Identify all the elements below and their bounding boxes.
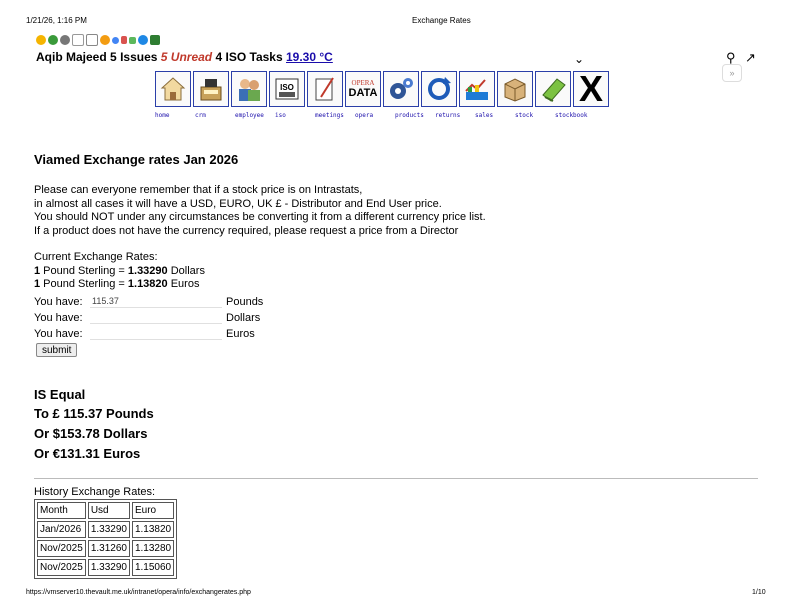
- result-euros: 131.31: [60, 446, 100, 461]
- divider: [34, 478, 758, 479]
- nav-label-returns[interactable]: returns: [435, 112, 461, 119]
- puzzle-icon[interactable]: [129, 37, 136, 44]
- submit-button[interactable]: submit: [36, 343, 77, 357]
- print-url: https://vmserver10.thevault.me.uk/intranet/opera/info/exchangerates.php: [26, 589, 251, 596]
- result-pounds-prefix: To £: [34, 406, 64, 421]
- chrome-icon[interactable]: [112, 37, 119, 44]
- result-euros-prefix: Or €: [34, 446, 61, 461]
- pounds-row: [34, 295, 263, 308]
- nav-home-button[interactable]: [155, 71, 191, 107]
- nav-products-button[interactable]: [383, 71, 419, 107]
- opera-icon-top: OPERA: [351, 79, 375, 87]
- nav-label-employee[interactable]: employee: [235, 112, 264, 119]
- house-icon: [159, 75, 187, 103]
- gears-icon: [387, 75, 415, 103]
- smile-icon[interactable]: [100, 35, 110, 45]
- nav-sales-button[interactable]: [459, 71, 495, 107]
- pounds-label: You have:: [34, 295, 83, 308]
- nav-label-stockbook[interactable]: stockbook: [555, 112, 588, 119]
- nav-icon-bar: [155, 68, 609, 109]
- usd-rate-unit: Dollars: [167, 264, 205, 277]
- table-cell: Nov/2025: [37, 559, 86, 576]
- nav-crm-button[interactable]: [193, 71, 229, 107]
- notice-line: in almost all cases it will have a USD, EURO, UK £ - Distributor and End User price.: [34, 197, 442, 210]
- table-header: Euro: [132, 502, 174, 519]
- pounds-input[interactable]: [90, 295, 222, 308]
- notice-line: Please can everyone remember that if a stock price is on Intrastats,: [34, 184, 363, 196]
- euros-unit: Euros: [226, 327, 255, 340]
- close-icon: X: [578, 68, 603, 109]
- nav-stockbook-button[interactable]: [535, 71, 571, 107]
- nav-iso-button[interactable]: [269, 71, 305, 107]
- table-row: [37, 559, 174, 576]
- chevron-down-icon[interactable]: ⌄: [574, 52, 585, 66]
- cash-register-icon: [197, 75, 225, 103]
- table-header: Month: [37, 502, 86, 519]
- result-pounds-suffix: Pounds: [102, 406, 154, 421]
- nav-label-sales[interactable]: sales: [475, 112, 494, 119]
- euros-row: [34, 327, 255, 340]
- nav-meetings-button[interactable]: [307, 71, 343, 107]
- iso-certificate-icon: [273, 75, 301, 103]
- table-row: [37, 540, 174, 557]
- dollars-input[interactable]: [90, 311, 222, 324]
- shop-icon[interactable]: [150, 35, 160, 45]
- table-row: [37, 521, 174, 538]
- nav-labels: [155, 112, 593, 119]
- print-datetime: 1/21/26, 1:16 PM: [26, 16, 87, 25]
- sales-chart-icon: [463, 75, 491, 103]
- unread-count[interactable]: 5: [160, 50, 168, 64]
- table-cell: Nov/2025: [37, 540, 86, 557]
- pen-paper-icon: [311, 75, 339, 103]
- euros-input[interactable]: [90, 327, 222, 340]
- result-euros-suffix: Euros: [99, 446, 141, 461]
- nav-label-meetings[interactable]: meetings: [315, 112, 344, 119]
- iso-label[interactable]: ISO Tasks: [225, 50, 283, 64]
- table-header: Usd: [88, 502, 130, 519]
- table-cell: 1.33290: [88, 521, 130, 538]
- result-pounds: 115.37: [63, 406, 103, 421]
- search-icon[interactable]: ⚲: [726, 50, 736, 65]
- eur-rate-value: 1.13820: [127, 278, 168, 290]
- nav-returns-button[interactable]: [421, 71, 457, 107]
- notice-paragraph: [34, 184, 486, 238]
- nav-label-crm[interactable]: crm: [195, 112, 206, 119]
- result-heading: IS Equal: [34, 387, 86, 402]
- globe-icon[interactable]: [48, 35, 58, 45]
- more-button[interactable]: »: [722, 64, 742, 82]
- history-table: [34, 499, 177, 579]
- nav-label-products[interactable]: products: [395, 112, 424, 119]
- temperature-link[interactable]: 19.30 °C: [286, 50, 333, 64]
- usd-rate-value: 1.33290: [127, 264, 168, 277]
- table-cell: 1.13820: [132, 521, 174, 538]
- table-cell: 1.15060: [132, 559, 174, 576]
- result-dollars: 153.78: [60, 426, 100, 441]
- nav-employee-button[interactable]: [231, 71, 267, 107]
- unread-label[interactable]: Unread: [170, 50, 213, 64]
- eur-rate-line: [34, 278, 205, 292]
- eur-rate-text: Pound Sterling =: [40, 278, 128, 290]
- notice-line: If a product does not have the currency required, please request a price from a Director: [34, 224, 459, 237]
- grid-icon[interactable]: [72, 34, 84, 46]
- nav-label-home[interactable]: home: [155, 112, 170, 119]
- nav-opera-button[interactable]: [345, 71, 381, 107]
- table-cell: 1.31260: [88, 540, 130, 557]
- popout-icon[interactable]: ↗: [745, 50, 756, 65]
- iso-count[interactable]: 4: [215, 50, 223, 64]
- dollars-row: [34, 311, 260, 324]
- history-title: History Exchange Rates:: [34, 486, 156, 498]
- current-rates: [34, 251, 205, 292]
- eur-rate-unit: Euros: [167, 278, 200, 290]
- gear-icon[interactable]: [60, 35, 70, 45]
- copy-icon[interactable]: [86, 34, 98, 46]
- nav-label-stock[interactable]: stock: [515, 112, 534, 119]
- usd-rate-text: Pound Sterling =: [40, 264, 128, 277]
- issues-label[interactable]: Issues: [120, 50, 158, 64]
- print-page-title: Exchange Rates: [412, 16, 471, 25]
- result-euros-line: [34, 446, 140, 461]
- issues-count[interactable]: 5: [110, 50, 117, 64]
- result-pounds-line: [34, 406, 154, 421]
- eur-rate-num: 1: [34, 278, 41, 290]
- nav-label-opera[interactable]: opera: [355, 112, 374, 119]
- table-header-row: [37, 502, 174, 519]
- result-dollars-suffix: Dollars: [99, 426, 148, 441]
- table-cell: 1.13280: [132, 540, 174, 557]
- notice-line: You should NOT under any circumstances be converting it from a different currency price list.: [34, 211, 486, 223]
- table-cell: 1.33290: [88, 559, 130, 576]
- usd-rate-num: 1: [34, 264, 41, 277]
- flag-icon[interactable]: [121, 36, 127, 44]
- dollars-label: You have:: [34, 311, 83, 324]
- pounds-unit: Pounds: [226, 295, 264, 308]
- nav-label-iso[interactable]: iso: [275, 112, 286, 119]
- book-icon: [539, 75, 567, 103]
- nav-stock-button[interactable]: [497, 71, 533, 107]
- bookmarks-bar: [36, 34, 160, 46]
- result-dollars-prefix: Or $: [34, 426, 61, 441]
- star-icon[interactable]: [36, 35, 46, 45]
- usd-rate-line: [34, 265, 205, 279]
- opera-icon-bottom: DATA: [348, 87, 378, 99]
- euros-label: You have:: [34, 327, 83, 340]
- user-name[interactable]: Aqib Majeed: [36, 50, 107, 64]
- tag-icon[interactable]: [138, 35, 148, 45]
- nav-close-button[interactable]: [573, 68, 609, 109]
- refresh-icon: [425, 75, 453, 103]
- print-page-number: 1/10: [752, 589, 766, 596]
- page-title: Viamed Exchange rates Jan 2026: [34, 152, 239, 167]
- iso-icon-text: ISO: [280, 83, 294, 92]
- table-cell: Jan/2026: [37, 521, 86, 538]
- dollars-unit: Dollars: [226, 311, 261, 324]
- current-rates-title: Current Exchange Rates:: [34, 251, 158, 263]
- people-icon: [235, 75, 263, 103]
- user-status-line: [36, 50, 333, 64]
- result-dollars-line: [34, 426, 147, 441]
- box-icon: [501, 75, 529, 103]
